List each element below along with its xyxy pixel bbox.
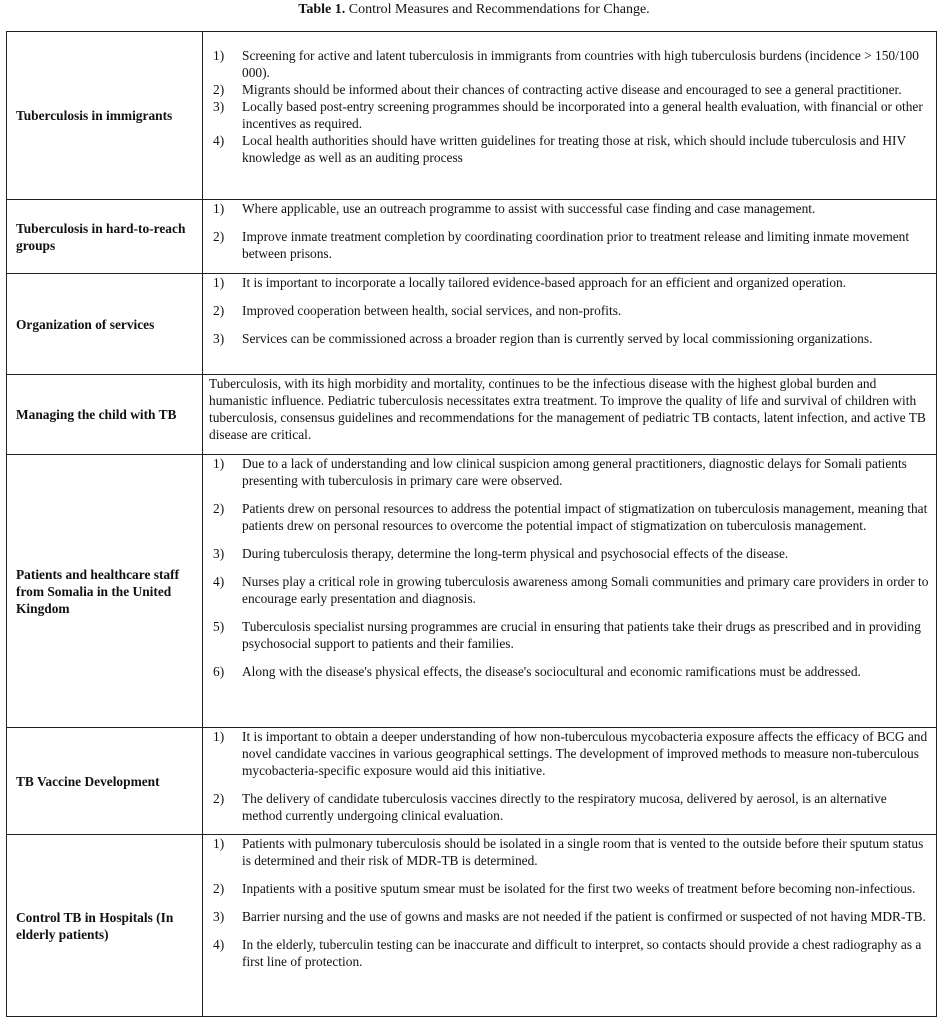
row-content	[203, 274, 937, 375]
row-content	[203, 32, 937, 200]
list-item	[209, 330, 930, 347]
item-text: Nurses play a critical role in growing tuberculosis awareness among Somali communities and primary care providers in order to encourage early presentation and diagnosis.	[242, 574, 929, 606]
row-topic: Tuberculosis in immigrants	[7, 32, 203, 200]
table-row	[7, 728, 937, 835]
item-number: 2)	[213, 791, 225, 806]
row-topic: Patients and healthcare staff from Somalia in the United Kingdom	[7, 455, 203, 728]
list-item	[209, 728, 930, 779]
table-caption	[0, 1, 948, 19]
list-item	[209, 47, 930, 81]
list-item	[209, 228, 930, 262]
row-topic: TB Vaccine Development	[7, 728, 203, 835]
row-topic: Organization of services	[7, 274, 203, 375]
item-text: Services can be commissioned across a broader region than is currently served by local commissioning organizations.	[242, 331, 873, 346]
list-item	[209, 274, 930, 291]
item-number: 3)	[213, 99, 225, 114]
list-item	[209, 790, 930, 824]
item-text: Tuberculosis specialist nursing programmes are crucial in ensuring that patients take their drugs as prescribed and in providing psychosocial support to patients and their families.	[242, 619, 921, 651]
item-number: 5)	[213, 619, 225, 634]
item-number: 4)	[213, 574, 225, 589]
item-text: Migrants should be informed about their chances of contracting active disease and encouraged to see a general practitioner.	[242, 82, 902, 97]
row-topic: Control TB in Hospitals (In elderly patients)	[7, 835, 203, 1017]
item-list	[209, 274, 930, 347]
item-text: Local health authorities should have written guidelines for treating those at risk, which should include tuberculosis and HIV knowledge as well as an auditing process	[242, 133, 906, 165]
caption-label: Table 1.	[298, 2, 346, 17]
item-number: 3)	[213, 331, 225, 346]
row-topic: Managing the child with TB	[7, 375, 203, 455]
list-item	[209, 98, 930, 132]
item-list	[209, 47, 930, 166]
row-content	[203, 455, 937, 728]
recommendations-table	[6, 31, 937, 1017]
row-content	[203, 375, 937, 455]
item-number: 4)	[213, 133, 225, 148]
item-text: It is important to obtain a deeper understanding of how non-tuberculous mycobacteria exposure affects the efficacy of BCG and novel candidate vaccines in various geographical settings. The development of improved methods to measure non-tuberculous mycobacteria-specific exposure would aid this initiative.	[242, 729, 928, 778]
item-number: 2)	[213, 229, 225, 244]
table-row	[7, 455, 937, 728]
list-item	[209, 81, 930, 98]
table-row	[7, 32, 937, 200]
item-text: Where applicable, use an outreach programme to assist with successful case finding and case management.	[242, 201, 816, 216]
item-list	[209, 200, 930, 262]
item-number: 1)	[213, 201, 225, 216]
table-row	[7, 274, 937, 375]
item-text: The delivery of candidate tuberculosis vaccines directly to the respiratory mucosa, delivered by aerosol, is an alternative method currently undergoing clinical evaluation.	[242, 791, 887, 823]
table-row	[7, 200, 937, 274]
item-number: 3)	[213, 909, 225, 924]
list-item	[209, 200, 930, 217]
table-row	[7, 375, 937, 455]
row-content	[203, 835, 937, 1017]
item-text: In the elderly, tuberculin testing can be inaccurate and difficult to interpret, so contacts should provide a chest radiography as a first line of protection.	[242, 937, 922, 969]
item-text: Improved cooperation between health, social services, and non-profits.	[242, 303, 622, 318]
item-text: Due to a lack of understanding and low clinical suspicion among general practitioners, diagnostic delays for Somali patients presenting with tuberculosis in primary care were observed.	[242, 456, 907, 488]
item-text: During tuberculosis therapy, determine the long-term physical and psychosocial effects of the disease.	[242, 546, 789, 561]
list-item	[209, 936, 930, 970]
row-paragraph: Tuberculosis, with its high morbidity and mortality, continues to be the infectious disease with the highest global burden and humanistic influence. Pediatric tuberculosis necessitates extra treatment. To improve the quality of life and survival of children with tuberculosis, consensus guidelines and recommendations for the management of pediatric TB contacts, latent infection, and active TB disease are critical.	[209, 376, 926, 442]
list-item	[209, 573, 930, 607]
row-content	[203, 728, 937, 835]
list-item	[209, 302, 930, 319]
item-text: Along with the disease's physical effects, the disease's sociocultural and economic ramifications must be addressed.	[242, 664, 861, 679]
item-number: 6)	[213, 664, 225, 679]
list-item	[209, 455, 930, 489]
item-list	[209, 728, 930, 824]
list-item	[209, 545, 930, 562]
item-number: 2)	[213, 881, 225, 896]
item-text: Inpatients with a positive sputum smear must be isolated for the first two weeks of treatment before becoming non-infectious.	[242, 881, 916, 896]
list-item	[209, 500, 930, 534]
list-item	[209, 618, 930, 652]
item-number: 2)	[213, 501, 225, 516]
item-text: Patients with pulmonary tuberculosis should be isolated in a single room that is vented to the outside before their sputum status is determined and their risk of MDR-TB is determined.	[242, 836, 924, 868]
item-number: 1)	[213, 275, 225, 290]
item-text: Improve inmate treatment completion by coordinating coordination prior to treatment release and limiting inmate movement between prisons.	[242, 229, 910, 261]
item-text: Barrier nursing and the use of gowns and masks are not needed if the patient is confirmed or suspected of not having MDR-TB.	[242, 909, 926, 924]
caption-text: Control Measures and Recommendations for Change.	[345, 2, 650, 17]
item-number: 1)	[213, 48, 225, 63]
item-number: 2)	[213, 82, 225, 97]
table-row	[7, 835, 937, 1017]
item-number: 3)	[213, 546, 225, 561]
row-topic: Tuberculosis in hard-to-reach groups	[7, 200, 203, 274]
item-text: It is important to incorporate a locally tailored evidence-based approach for an efficient and organized operation.	[242, 275, 847, 290]
row-content	[203, 200, 937, 274]
item-number: 1)	[213, 836, 225, 851]
item-text: Screening for active and latent tuberculosis in immigrants from countries with high tuberculosis burdens (incidence > 150/100 000).	[242, 48, 919, 80]
list-item	[209, 132, 930, 166]
item-text: Locally based post-entry screening programmes should be incorporated into a general health evaluation, with financial or other incentives as required.	[242, 99, 923, 131]
list-item	[209, 835, 930, 869]
item-number: 4)	[213, 937, 225, 952]
item-number: 2)	[213, 303, 225, 318]
list-item	[209, 880, 930, 897]
item-number: 1)	[213, 456, 225, 471]
item-text: Patients drew on personal resources to address the potential impact of stigmatization on tuberculosis management, meaning that patients drew on personal resources to overcome the potential impact of stigmatization on tuberculosis management.	[242, 501, 928, 533]
item-list	[209, 835, 930, 970]
item-list	[209, 455, 930, 680]
item-number: 1)	[213, 729, 225, 744]
list-item	[209, 908, 930, 925]
list-item	[209, 663, 930, 680]
